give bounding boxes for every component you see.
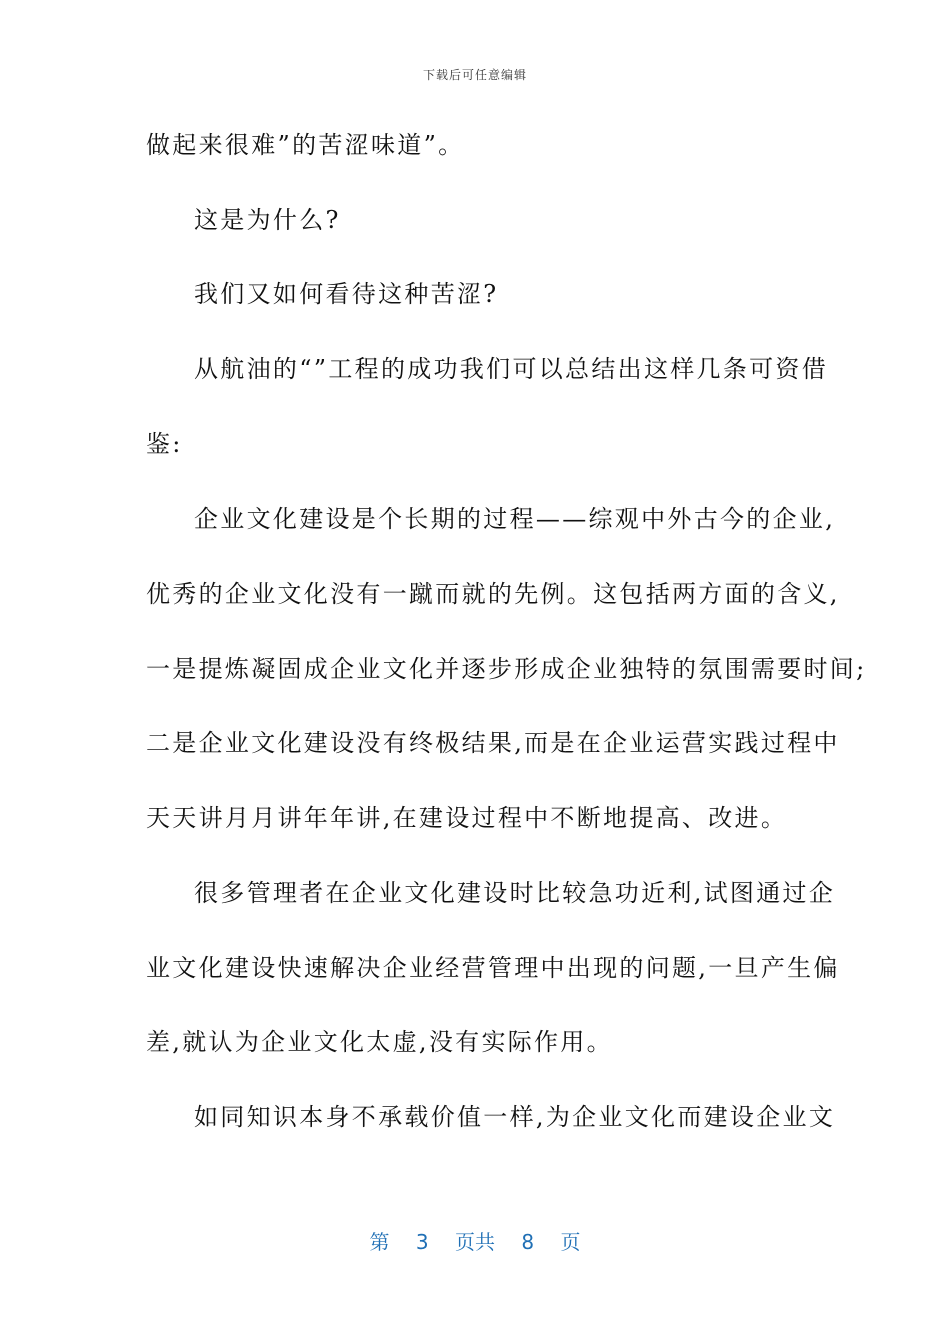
body-line: 我们又如何看待这种苦涩? xyxy=(194,280,499,308)
footer-total-pages: 8 xyxy=(521,1230,535,1254)
body-line: 如同知识本身不承载价值一样,为企业文化而建设企业文 xyxy=(194,1103,836,1131)
body-line: 差,就认为企业文化太虚,没有实际作用。 xyxy=(146,1028,613,1056)
body-line: 优秀的企业文化没有一蹴而就的先例。这包括两方面的含义, xyxy=(146,580,840,608)
footer-middle: 页共 xyxy=(455,1230,495,1254)
body-line: 一是提炼凝固成企业文化并逐步形成企业独特的氛围需要时间; xyxy=(146,655,867,683)
footer-prefix: 第 xyxy=(369,1230,390,1254)
body-line: 二是企业文化建设没有终极结果,而是在企业运营实践过程中 xyxy=(146,729,840,757)
body-line: 这是为什么? xyxy=(194,206,341,234)
body-line: 鉴: xyxy=(146,430,183,458)
footer-suffix: 页 xyxy=(560,1230,581,1254)
body-line: 企业文化建设是个长期的过程——综观中外古今的企业, xyxy=(194,505,836,533)
body-line: 从航油的“”工程的成功我们可以总结出这样几条可资借 xyxy=(194,355,829,383)
body-line: 很多管理者在企业文化建设时比较急功近利,试图通过企 xyxy=(194,879,836,907)
page-header-note: 下载后可任意编辑 xyxy=(422,68,527,82)
body-line: 做起来很难”的苦涩味道”。 xyxy=(146,131,465,159)
footer-current-page: 3 xyxy=(415,1230,429,1254)
body-line: 天天讲月月讲年年讲,在建设过程中不断地提高、改进。 xyxy=(146,804,788,832)
page-footer xyxy=(0,1226,950,1255)
body-line: 业文化建设快速解决企业经营管理中出现的问题,一旦产生偏 xyxy=(146,954,840,982)
